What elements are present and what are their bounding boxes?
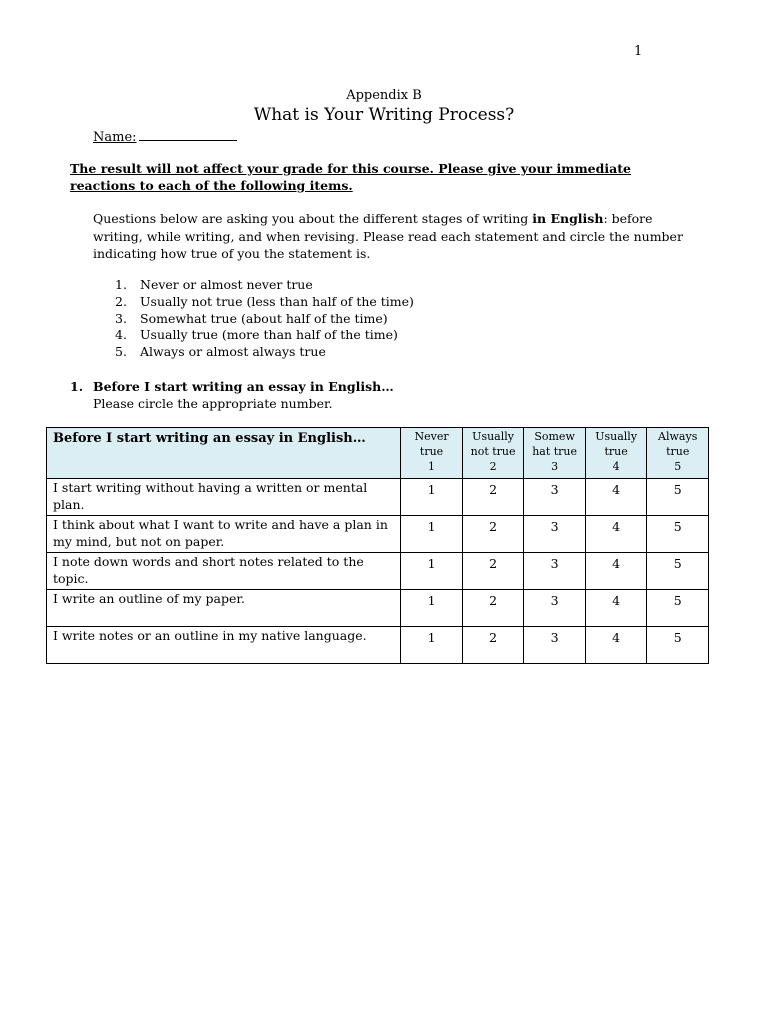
intro-paragraph	[93, 210, 683, 263]
intro-text-after: : before writing, while writing, and when revising. Please read each statement and circle the number indicating how true of you the statement is.	[93, 211, 683, 261]
scale-item	[115, 294, 414, 311]
rating-cell[interactable]: 2	[462, 627, 524, 664]
option-value: 4	[612, 460, 620, 473]
rating-cell[interactable]: 2	[462, 553, 524, 590]
rating-cell[interactable]: 2	[462, 516, 524, 553]
rating-cell[interactable]: 5	[647, 627, 709, 664]
rating-cell[interactable]: 4	[585, 627, 647, 664]
rating-cell[interactable]: 5	[647, 479, 709, 516]
rating-cell[interactable]: 5	[647, 553, 709, 590]
rating-cell[interactable]: 1	[401, 590, 463, 627]
scale-item-label: Somewhat true (about half of the time)	[140, 310, 388, 326]
rating-cell[interactable]: 4	[585, 590, 647, 627]
table-row	[47, 553, 709, 590]
option-label-line1: Somew	[534, 430, 575, 443]
option-value: 3	[551, 460, 559, 473]
rating-cell[interactable]: 2	[462, 479, 524, 516]
rating-cell[interactable]: 4	[585, 479, 647, 516]
table-header-option	[585, 428, 647, 479]
option-label-line2: not true	[470, 445, 516, 458]
table-header-statement: Before I start writing an essay in English…	[47, 428, 401, 479]
scale-item-label: Always or almost always true	[140, 344, 326, 360]
option-label-line2: true	[666, 445, 690, 458]
option-label-line1: Always	[658, 430, 698, 443]
scale-item-number: 2.	[115, 293, 127, 309]
intro-emphasis: in English	[532, 211, 604, 226]
table-row	[47, 516, 709, 553]
rating-cell[interactable]: 3	[524, 553, 586, 590]
intro-text-before: Questions below are asking you about the different stages of writing	[93, 211, 533, 226]
scale-item-number: 4.	[115, 327, 127, 343]
rating-cell[interactable]: 1	[401, 479, 463, 516]
section-instruction: Please circle the appropriate number.	[93, 396, 333, 411]
rating-cell[interactable]: 1	[401, 516, 463, 553]
rating-cell[interactable]: 3	[524, 627, 586, 664]
rating-cell[interactable]: 1	[401, 553, 463, 590]
table-header-option	[462, 428, 524, 479]
option-label-line1: Usually	[472, 430, 514, 443]
rating-cell[interactable]: 1	[401, 627, 463, 664]
option-label-line1: Never	[414, 430, 449, 443]
option-label-line2: true	[604, 445, 628, 458]
table-header-option	[401, 428, 463, 479]
scale-item	[115, 344, 414, 361]
row-statement: I think about what I want to write and have a plan in my mind, but not on paper.	[47, 516, 401, 553]
page-number: 1	[634, 44, 643, 59]
table-header-option	[647, 428, 709, 479]
rating-scale-list	[115, 277, 414, 361]
option-label-line2: hat true	[532, 445, 578, 458]
section-heading	[70, 379, 394, 394]
rating-cell[interactable]: 3	[524, 516, 586, 553]
row-statement: I start writing without having a written or mental plan.	[47, 479, 401, 516]
table-row	[47, 590, 709, 627]
rating-cell[interactable]: 4	[585, 553, 647, 590]
scale-item-number: 1.	[115, 277, 127, 292]
page-title: What is Your Writing Process?	[253, 105, 515, 125]
option-value: 1	[428, 460, 436, 473]
option-value: 5	[674, 460, 682, 473]
scale-item-label: Usually true (more than half of the time)	[140, 327, 398, 343]
table-row	[47, 627, 709, 664]
scale-item	[115, 277, 414, 294]
option-label-line1: Usually	[595, 430, 638, 443]
name-field	[93, 127, 237, 145]
row-statement: I write an outline of my paper.	[47, 590, 401, 627]
rating-cell[interactable]: 5	[647, 516, 709, 553]
table-row	[47, 479, 709, 516]
scale-item-number: 3.	[115, 310, 127, 326]
table-header-row	[47, 428, 709, 479]
scale-item-label: Never or almost never true	[140, 277, 313, 292]
row-statement: I write notes or an outline in my native language.	[47, 627, 401, 664]
appendix-label: Appendix B	[346, 88, 422, 103]
scale-item-label: Usually not true (less than half of the time)	[140, 293, 414, 309]
rating-cell[interactable]: 3	[524, 479, 586, 516]
grade-notice: The result will not affect your grade for this course. Please give your immediate reactions to each of the following items.	[70, 161, 631, 193]
rating-cell[interactable]: 3	[524, 590, 586, 627]
rating-cell[interactable]: 2	[462, 590, 524, 627]
scale-item	[115, 327, 414, 344]
scale-item	[115, 311, 414, 328]
option-label-line2: true	[419, 445, 444, 458]
rating-cell[interactable]: 5	[647, 590, 709, 627]
survey-table	[46, 427, 709, 664]
section-number: 1.	[70, 379, 84, 394]
rating-cell[interactable]: 4	[585, 516, 647, 553]
scale-item-number: 5.	[115, 344, 127, 360]
name-label: Name:	[93, 130, 137, 145]
option-value: 2	[489, 460, 497, 473]
table-header-option	[524, 428, 586, 479]
section-heading-text: Before I start writing an essay in English…	[93, 379, 394, 394]
row-statement: I note down words and short notes related to the topic.	[47, 553, 401, 590]
name-blank-line[interactable]	[139, 127, 237, 141]
